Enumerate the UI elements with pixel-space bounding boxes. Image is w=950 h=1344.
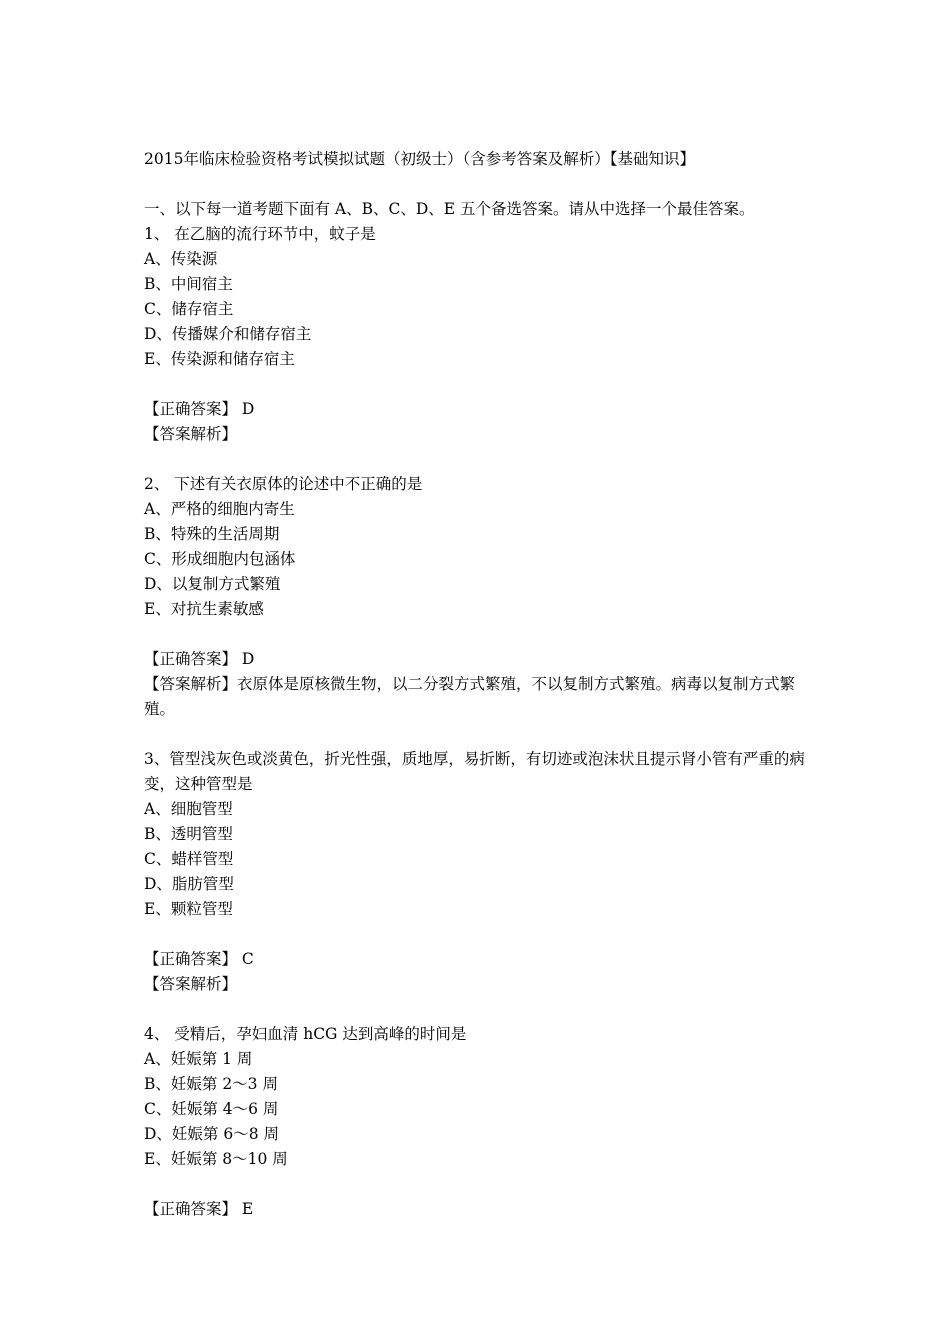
- spacer: [144, 172, 812, 197]
- option-b: B、中间宿主: [144, 275, 233, 293]
- option-b: B、特殊的生活周期: [144, 525, 280, 543]
- spacer: [144, 622, 812, 647]
- correct-answer: 【正确答案】 E: [144, 1200, 254, 1218]
- option-c: C、蜡样管型: [144, 850, 234, 868]
- option-c: C、形成细胞内包涵体: [144, 550, 296, 568]
- option-c: C、储存宿主: [144, 300, 234, 318]
- spacer: [144, 722, 812, 747]
- spacer: [144, 447, 812, 472]
- option-d: D、以复制方式繁殖: [144, 575, 281, 593]
- option-d: D、妊娠第 6～8 周: [144, 1125, 280, 1143]
- option-e: E、颗粒管型: [144, 900, 233, 918]
- option-e: E、妊娠第 8～10 周: [144, 1150, 288, 1168]
- option-a: A、细胞管型: [144, 800, 233, 818]
- option-b: B、妊娠第 2～3 周: [144, 1075, 278, 1093]
- question-stem: 2、 下述有关衣原体的论述中不正确的是: [144, 475, 423, 493]
- option-e: E、对抗生素敏感: [144, 600, 264, 618]
- question-stem: 1、 在乙脑的流行环节中，蚊子是: [144, 225, 376, 243]
- option-a: A、妊娠第 1 周: [144, 1050, 253, 1068]
- option-a: A、传染源: [144, 250, 218, 268]
- spacer: [144, 372, 812, 397]
- answer-analysis: 【答案解析】: [144, 975, 238, 993]
- question-stem: 4、 受精后，孕妇血清 hCG 达到高峰的时间是: [144, 1025, 467, 1043]
- spacer: [144, 1172, 812, 1197]
- option-b: B、透明管型: [144, 825, 233, 843]
- answer-analysis: 【答案解析】衣原体是原核微生物，以二分裂方式繁殖，不以复制方式繁殖。病毒以复制方式繁殖。: [144, 675, 796, 718]
- document-title: 2015年临床检验资格考试模拟试题（初级士）（含参考答案及解析）【基础知识】: [144, 150, 695, 168]
- correct-answer: 【正确答案】 D: [144, 400, 255, 418]
- spacer: [144, 997, 812, 1022]
- document-body: [144, 147, 812, 1222]
- option-e: E、传染源和储存宿主: [144, 350, 295, 368]
- answer-analysis: 【答案解析】: [144, 425, 238, 443]
- correct-answer: 【正确答案】 C: [144, 950, 254, 968]
- option-a: A、严格的细胞内寄生: [144, 500, 295, 518]
- section-instruction: 一、以下每一道考题下面有 A、B、C、D、E 五个备选答案。请从中选择一个最佳答案。: [144, 200, 755, 218]
- option-d: D、脂肪管型: [144, 875, 234, 893]
- option-d: D、传播媒介和储存宿主: [144, 325, 312, 343]
- spacer: [144, 922, 812, 947]
- option-c: C、妊娠第 4～6 周: [144, 1100, 279, 1118]
- correct-answer: 【正确答案】 D: [144, 650, 255, 668]
- question-stem: 3、管型浅灰色或淡黄色，折光性强，质地厚，易折断，有切迹或泡沫状且提示肾小管有严重的病变，这种管型是: [144, 750, 805, 793]
